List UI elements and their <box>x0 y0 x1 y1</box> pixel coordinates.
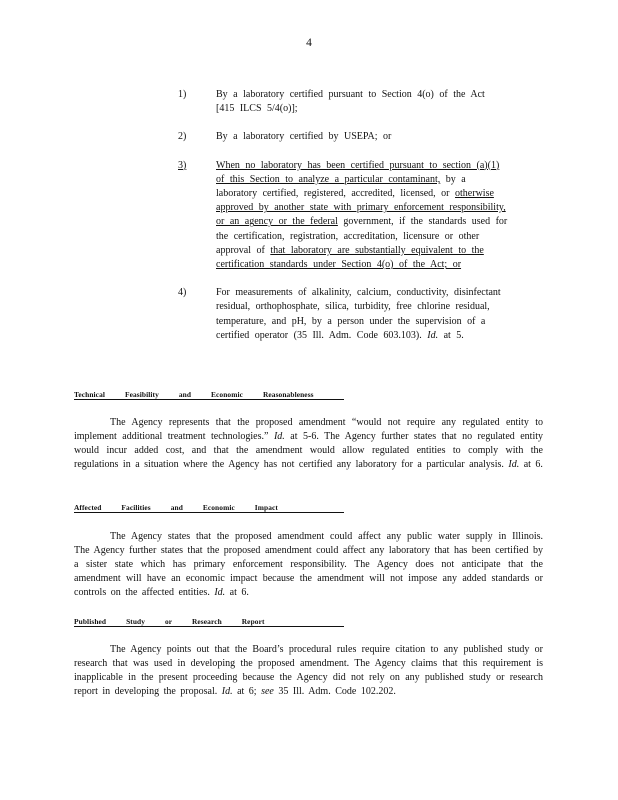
list-item-body: For measurements of alkalinity, calcium, conductivity, disinfectant residual, orthophosphate, silica, turbidity, free chlorine residual, temperature, and pH, by a person under the supervision of a certified operator (35 Ill. Adm. Code 603.103). <box>216 287 501 341</box>
list-item-number: 1) <box>178 89 187 100</box>
section-paragraph <box>74 416 543 472</box>
amended-text: When no laboratory has been certified pursuant to section (a)(1) of this Section to analyze a particular contaminant, <box>216 159 500 185</box>
section-heading-technical-feasibility: Technical Feasibility and Economic Reasonableness <box>74 390 344 400</box>
list-item-text <box>216 159 508 273</box>
paragraph-text: at 6. <box>225 587 249 599</box>
certification-list <box>178 88 508 357</box>
section-paragraph <box>74 643 543 699</box>
list-item-number: 2) <box>178 131 187 143</box>
citation-tail: at 5. <box>438 329 464 341</box>
section-heading-affected-facilities: Affected Facilities and Economic Impact <box>74 503 344 513</box>
paragraph-text: at 6; <box>232 686 262 698</box>
paragraph-text: The Agency states that the proposed amendment could affect any public water supply in Illinois. The Agency further states that the proposed amendment could affect any laboratory that has been certified by a sister state which has primary enforcement responsibility. The Agency does not anticipate that the amendment will have an economic impact because the amendment will not impose any added standards or controls on the affected entities. <box>74 531 543 599</box>
paragraph-text: 35 Ill. Adm. Code 102.202. <box>273 686 396 698</box>
citation: Id. <box>508 459 520 471</box>
list-item <box>178 130 508 144</box>
paragraph-text: The Agency represents that the proposed amendment “would not require any regulated entity to implement additional treatment technologies.” <box>74 417 543 443</box>
paragraph-text: The Agency points out that the Board’s procedural rules require citation to any published study or research that was used in developing the proposed amendment. The Agency claims that this requirement is inapplicable in the present proceeding because the Agency did not rely on any published study or research report in developing the proposal. <box>74 644 543 698</box>
citation: Id. <box>221 686 233 698</box>
paragraph-text: at 6. <box>519 459 543 471</box>
list-item-number: 3) <box>178 159 187 171</box>
list-item-text: By a laboratory certified pursuant to Section 4(o) of the Act [415 ILCS 5/4(o)]; <box>216 89 485 115</box>
page-number: 4 <box>306 37 312 49</box>
amended-text: otherwise approved by another state with primary enforcement responsibility, or an agency or the federal <box>216 188 506 228</box>
list-item-number: 4) <box>178 287 187 299</box>
paragraph-text: at 5-6. The Agency further states that no regulated entity would incur added cost, and that the amendment would allow regulated entities to comply with the regulations in a situation where the Agency has not certified any laboratory for a particular analysis. <box>74 431 544 471</box>
list-item <box>178 88 508 116</box>
list-item-text <box>216 286 508 343</box>
citation: Id. <box>214 587 226 599</box>
list-item-text: By a laboratory certified by USEPA; or <box>216 131 392 143</box>
amended-text: that laboratory are substantially equivalent to the certification standards under Section 4(o) of the Act; or <box>216 244 484 271</box>
citation: see <box>261 686 274 698</box>
citation: Id. <box>273 431 285 443</box>
existing-text: by a laboratory certified, registered, accredited, licensed, or <box>216 173 466 200</box>
citation: Id. <box>427 329 439 341</box>
list-item <box>178 286 508 343</box>
list-item <box>178 159 508 273</box>
section-paragraph <box>74 530 543 600</box>
existing-text: government, if the standards used for the certification, registration, accreditation, licensure or other approval of <box>216 216 508 256</box>
section-heading-published-study: Published Study or Research Report <box>74 617 344 627</box>
